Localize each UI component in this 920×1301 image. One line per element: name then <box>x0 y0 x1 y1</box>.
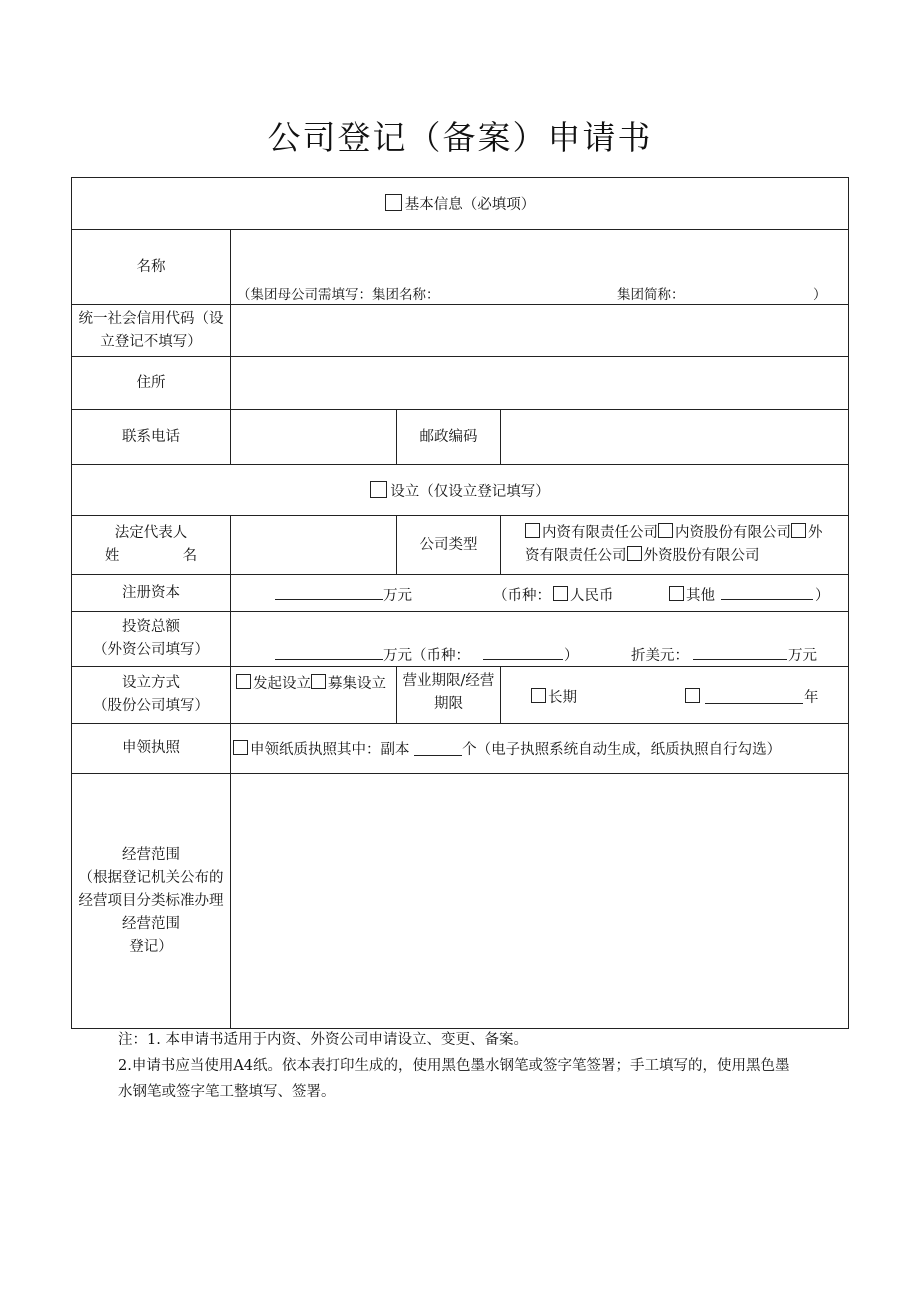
currency-other-checkbox[interactable] <box>669 586 684 601</box>
setup-promotion-label: 发起设立 <box>253 676 311 692</box>
form-notes <box>118 1027 838 1105</box>
investment-label-line2: （外资公司填写） <box>93 642 209 658</box>
investment-usd-unit: 万元 <box>788 648 817 664</box>
type-domestic-jsc-label: 内资股份有限公司 <box>675 525 791 541</box>
postal-code-label-cell <box>397 410 501 465</box>
paper-license-label: 申领纸质执照其中：副本 <box>250 742 410 758</box>
address-input-cell[interactable] <box>231 357 849 410</box>
term-years-blank[interactable] <box>705 688 803 704</box>
investment-usd-label: 折美元： <box>631 648 689 664</box>
type-foreign-jsc-label: 外资股份有限公司 <box>643 548 760 564</box>
type-foreign-llc-label-b: 资有限责任公司 <box>525 548 627 564</box>
legal-rep-label-surname: 姓 <box>104 548 120 564</box>
legal-rep-label-given: 名 <box>182 548 198 564</box>
application-form-table <box>71 177 849 1029</box>
name-label-cell <box>72 230 231 305</box>
address-label-cell <box>72 357 231 410</box>
section-basic-title: 基本信息（必填项） <box>404 197 536 213</box>
legal-rep-label-cell <box>72 516 231 575</box>
note-line-1: 注：1. 本申请书适用于内资、外资公司申请设立、变更、备案。 <box>118 1032 528 1048</box>
license-label: 申领执照 <box>122 740 180 756</box>
type-foreign-llc-label-a: 外 <box>808 525 823 541</box>
credit-code-label-line2: 立登记不填写） <box>100 333 202 350</box>
name-label: 名称 <box>136 258 166 275</box>
name-input-cell[interactable] <box>231 230 849 305</box>
paper-license-checkbox[interactable] <box>233 740 248 755</box>
postal-code-input-cell[interactable] <box>501 410 849 465</box>
type-foreign-jsc-checkbox[interactable] <box>627 546 642 561</box>
address-label: 住所 <box>136 374 166 391</box>
license-copies-blank[interactable] <box>414 740 462 756</box>
scope-label-cell <box>72 774 231 1029</box>
term-options-cell <box>501 667 849 724</box>
scope-label-line4: 经营范围 <box>122 915 180 932</box>
setup-method-label-line1: 设立方式 <box>122 675 180 691</box>
investment-close: ） <box>564 648 579 664</box>
capital-amount-blank[interactable] <box>275 584 383 600</box>
type-domestic-llc-checkbox[interactable] <box>525 523 540 538</box>
type-foreign-llc-checkbox[interactable] <box>791 523 806 538</box>
investment-unit: 万元（币种： <box>383 648 470 664</box>
currency-rmb-label: 人民币 <box>570 588 614 604</box>
company-type-label-cell <box>397 516 501 575</box>
term-long-label: 长期 <box>548 690 577 706</box>
setup-method-label-cell <box>72 667 231 724</box>
page-title: 公司登记（备案）申请书 <box>267 118 653 157</box>
section-setup-header <box>72 465 849 516</box>
group-short-name-hint: 集团简称： <box>617 287 685 303</box>
capital-label: 注册资本 <box>122 584 180 601</box>
section-basic-info-header <box>72 178 849 230</box>
setup-method-label-line2: （股份公司填写） <box>93 698 209 714</box>
scope-label-line5: 登记） <box>129 938 173 955</box>
investment-currency-blank[interactable] <box>483 644 563 660</box>
type-domestic-jsc-checkbox[interactable] <box>658 523 673 538</box>
credit-code-label-cell <box>72 305 231 357</box>
investment-usd-blank[interactable] <box>693 644 787 660</box>
postal-code-label: 邮政编码 <box>419 428 478 445</box>
company-type-label: 公司类型 <box>419 536 478 553</box>
company-type-options-cell <box>501 516 849 575</box>
group-hint-close: ） <box>813 287 827 303</box>
legal-rep-input-cell[interactable] <box>231 516 397 575</box>
capital-currency-label: （币种： <box>493 588 551 604</box>
scope-label-line1: 经营范围 <box>122 846 180 863</box>
term-label-line1: 营业期限/经营 <box>402 673 495 689</box>
legal-rep-label-line2 <box>72 545 230 568</box>
investment-label-line1: 投资总额 <box>122 619 180 635</box>
currency-other-blank[interactable] <box>721 584 813 600</box>
section-setup-checkbox[interactable] <box>370 481 387 498</box>
note-line-3: 水钢笔或签字笔工整填写、签署。 <box>118 1084 336 1100</box>
term-years-checkbox[interactable] <box>685 688 700 703</box>
investment-label-cell <box>72 612 231 667</box>
currency-rmb-checkbox[interactable] <box>553 586 568 601</box>
capital-unit: 万元 <box>383 588 412 604</box>
capital-close: ） <box>815 588 830 604</box>
type-domestic-llc-label: 内资有限责任公司 <box>542 525 658 541</box>
scope-label-line2: （根据登记机关公布的 <box>78 869 224 886</box>
setup-offering-checkbox[interactable] <box>311 674 326 689</box>
scope-label-line3: 经营项目分类标准办理 <box>78 892 224 909</box>
setup-offering-label: 募集设立 <box>328 676 386 692</box>
section-basic-checkbox[interactable] <box>385 194 402 211</box>
section-setup-title: 设立（仅设立登记填写） <box>390 483 550 500</box>
setup-method-options-cell <box>231 667 397 724</box>
license-copies-note: 个（电子执照系统自动生成，纸质执照自行勾选） <box>462 742 782 758</box>
group-name-hint: （集团母公司需填写：集团名称： <box>237 287 440 303</box>
credit-code-label-line1: 统一社会信用代码（设 <box>78 310 224 327</box>
term-year-unit: 年 <box>804 690 819 706</box>
term-long-checkbox[interactable] <box>531 688 546 703</box>
currency-other-label: 其他 <box>686 588 715 604</box>
term-label-line2: 期限 <box>434 696 463 712</box>
setup-promotion-checkbox[interactable] <box>236 674 251 689</box>
term-label-cell <box>397 667 501 724</box>
capital-input-cell <box>231 575 849 612</box>
investment-amount-blank[interactable] <box>275 644 383 660</box>
investment-input-cell <box>231 612 849 667</box>
phone-label-cell <box>72 410 231 465</box>
phone-input-cell[interactable] <box>231 410 397 465</box>
license-options-cell <box>231 724 849 774</box>
note-line-2: 2.申请书应当使用A4纸。依本表打印生成的，使用黑色墨水钢笔或签字笔签署；手工填写的，使用黑色墨 <box>118 1058 790 1074</box>
credit-code-input-cell[interactable] <box>231 305 849 357</box>
phone-label: 联系电话 <box>122 428 180 445</box>
legal-rep-label-line1: 法定代表人 <box>114 525 188 541</box>
scope-input-cell[interactable] <box>231 774 849 1029</box>
capital-label-cell <box>72 575 231 612</box>
license-label-cell <box>72 724 231 774</box>
